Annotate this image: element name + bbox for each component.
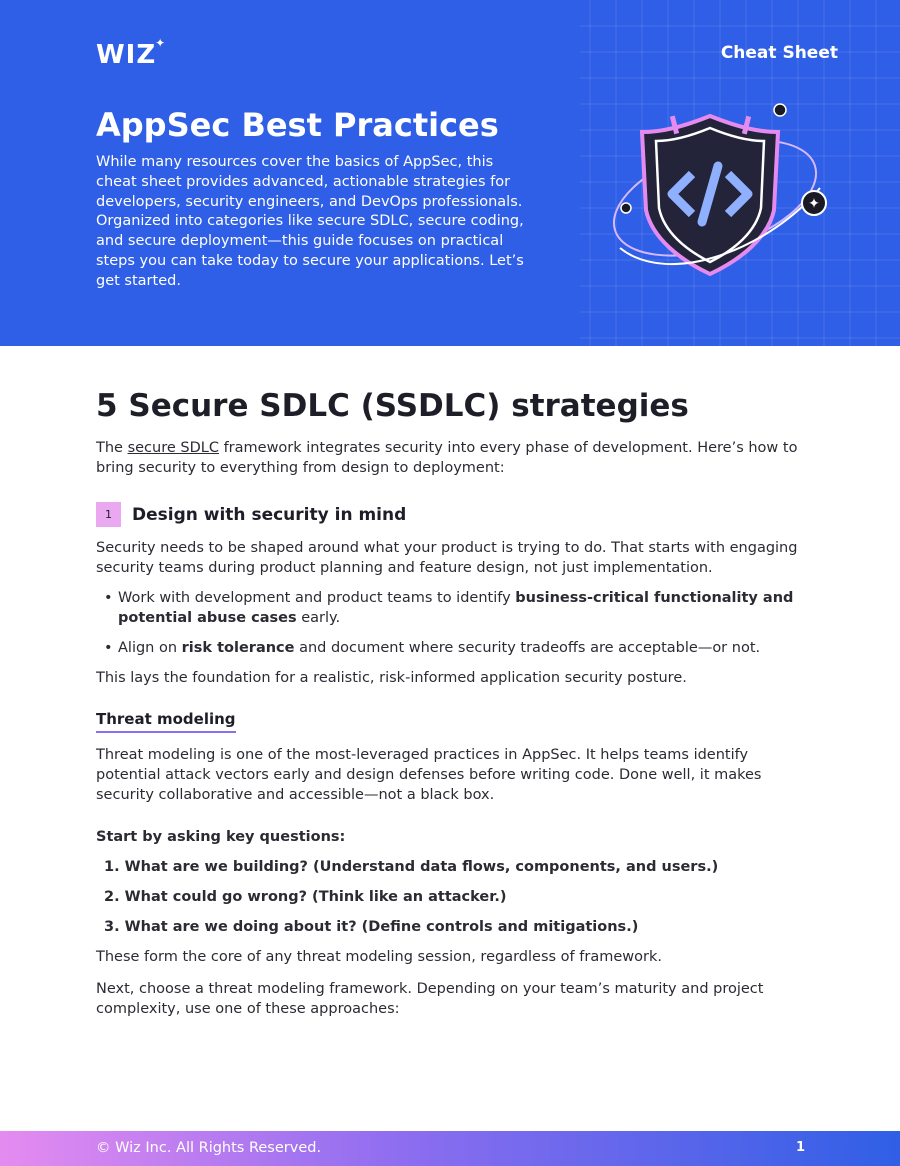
bullet-bold: business-critical functionality and potential abuse cases (118, 590, 794, 626)
list-item: 2. What could go wrong? (Think like an attacker.) (104, 889, 507, 905)
step-heading (96, 502, 816, 527)
step-outro: This lays the foundation for a realistic, risk-informed application security posture. (96, 670, 687, 686)
step-intro: Security needs to be shaped around what your product is trying to do. That starts with engaging security teams during product planning and feature design, not just implementation. (96, 540, 798, 576)
bullet-text: Align on (118, 640, 182, 656)
svg-text:✦: ✦ (808, 196, 820, 212)
bullet-text: early. (296, 610, 341, 626)
intro-paragraph: While many resources cover the basics of AppSec, this cheat sheet provides advanced, actionable strategies for developers, security engineers, and DevOps professionals. Organized into categories like secure SDLC, secure coding, and secure deployment—this guide focuses on practical steps you can take today to secure your applications. Let’s get started. (96, 154, 524, 289)
secure-sdlc-link[interactable]: secure SDLC (127, 440, 219, 456)
list-item (96, 638, 816, 658)
wiz-logo (96, 36, 167, 70)
copyright-text: © Wiz Inc. All Rights Reserved. (96, 1140, 322, 1156)
list-item: 3. What are we doing about it? (Define controls and mitigations.) (104, 919, 639, 935)
lead-suffix: framework integrates security into every phase of development. Here’s how to bring security to everything from design to deployment: (96, 440, 798, 476)
cheat-sheet-tag: Cheat Sheet (720, 43, 838, 63)
questions-lead: Start by asking key questions: (96, 829, 346, 845)
header-banner (0, 0, 900, 346)
bullet-list (96, 588, 816, 658)
list-item (96, 588, 816, 628)
questions-list (96, 857, 816, 937)
step-title: Design with security in mind (132, 504, 407, 525)
page-number: 1 (795, 1140, 805, 1155)
main-content (96, 388, 816, 1019)
step-number-badge: 1 (96, 502, 121, 527)
threat-modeling-body: Threat modeling is one of the most-leveraged practices in AppSec. It helps teams identify potential attack vectors early and design defenses before writing code. Done well, it makes security collaborative and accessible—not a black box. (96, 747, 762, 803)
page-title: AppSec Best Practices (96, 106, 499, 144)
core-statement: These form the core of any threat modeling session, regardless of framework. (96, 949, 662, 965)
bullet-bold: risk tolerance (181, 640, 295, 656)
lead-prefix: The (96, 440, 128, 456)
footer-bar (0, 1131, 900, 1166)
bullet-text: and document where security tradeoffs are acceptable—or not. (294, 640, 761, 656)
logo-text: WIZ (96, 40, 157, 70)
sparkle-icon: ✦ (155, 36, 167, 50)
threat-modeling-heading: Threat modeling (96, 710, 236, 733)
list-item: 1. What are we building? (Understand data flows, components, and users.) (104, 859, 719, 875)
bullet-text: Work with development and product teams to identify (118, 590, 516, 606)
shield-code-icon (600, 98, 840, 288)
section-title: 5 Secure SDLC (SSDLC) strategies (96, 388, 689, 424)
framework-intro: Next, choose a threat modeling framework. Depending on your team’s maturity and project complexity, use one of these approaches: (96, 981, 764, 1017)
section-lead (96, 438, 816, 478)
